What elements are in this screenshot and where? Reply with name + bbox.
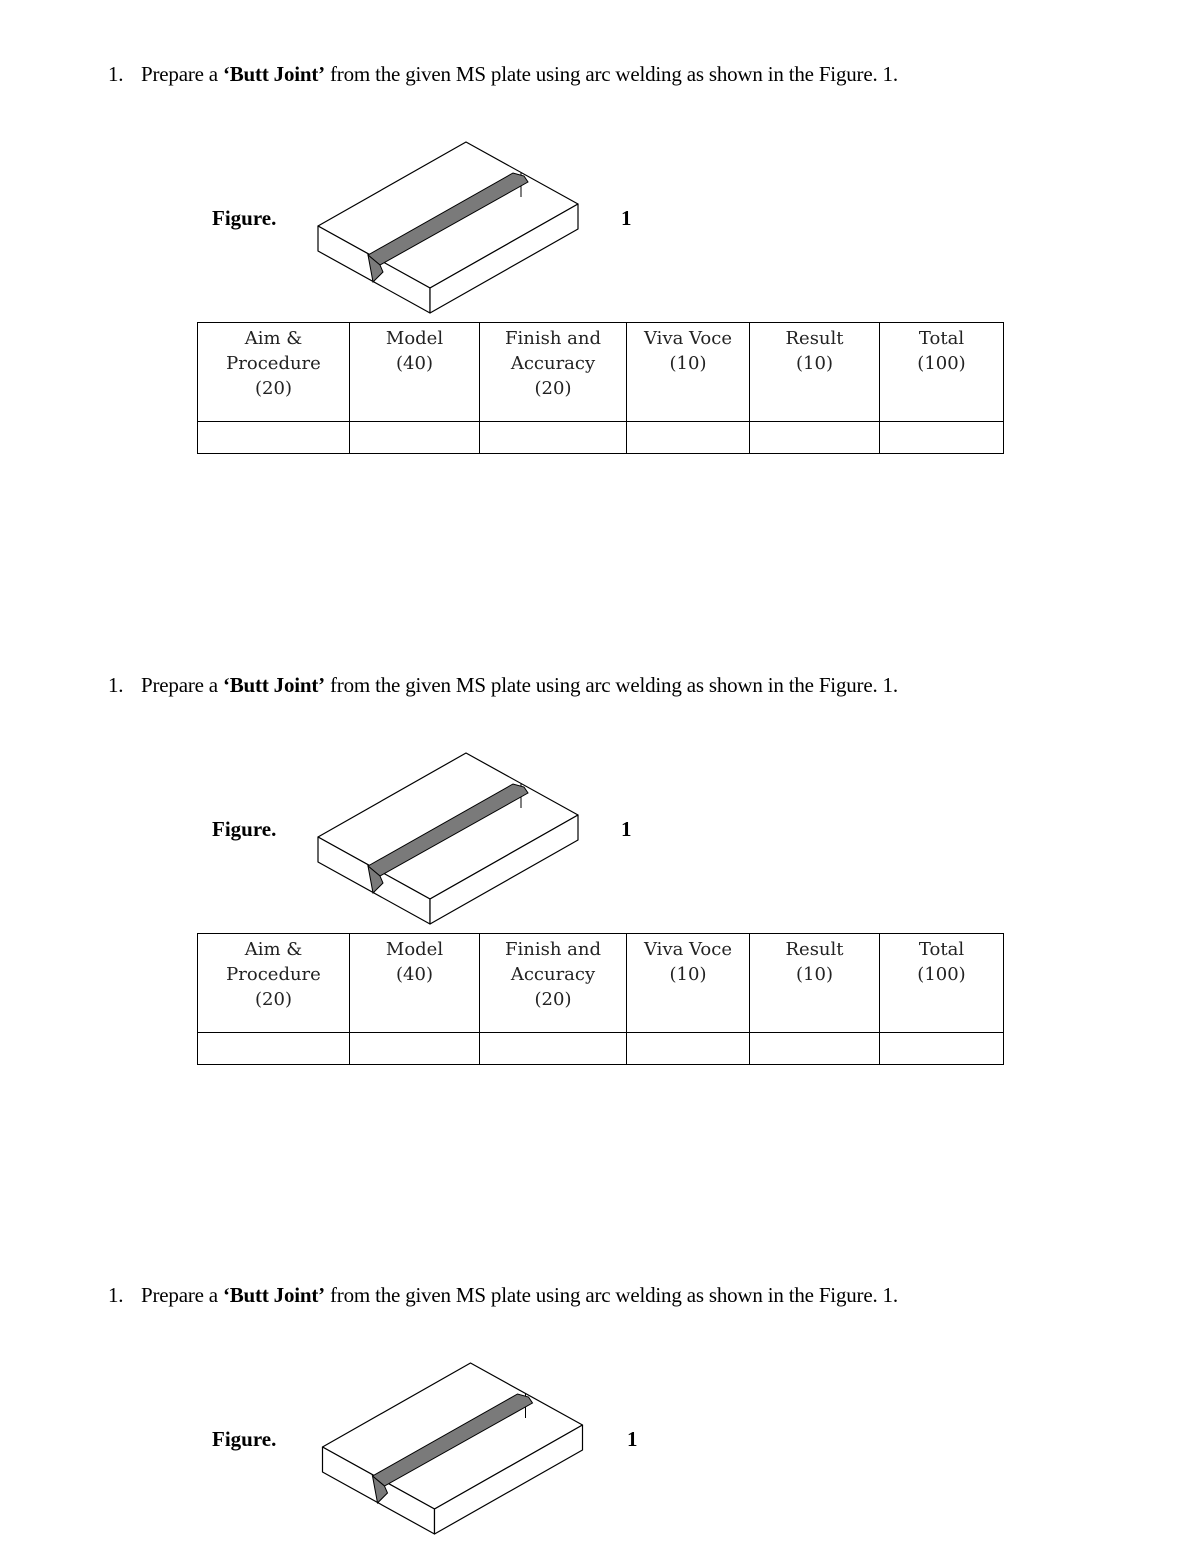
marks-cell	[480, 1033, 627, 1065]
figure-label: Figure.	[212, 206, 277, 230]
question-number: 1.	[108, 62, 124, 86]
table-header-row	[198, 934, 1004, 1033]
marks-cell	[880, 1033, 1004, 1065]
question-bold-term: ‘Butt Joint’	[222, 673, 325, 697]
marks-cell	[350, 422, 480, 454]
table-header-row	[198, 323, 1004, 422]
butt-joint-figure	[314, 1359, 594, 1539]
marks-cell	[480, 422, 627, 454]
header-aim-procedure: Aim & Procedure (20)	[198, 934, 350, 1033]
header-result: Result (10)	[750, 323, 880, 422]
marks-cell	[627, 1033, 750, 1065]
header-model: Model (40)	[350, 934, 480, 1033]
question-suffix: from the given MS plate using arc welding as shown in the Figure. 1.	[324, 673, 898, 697]
marks-cell	[750, 1033, 880, 1065]
header-aim-procedure: Aim & Procedure (20)	[198, 323, 350, 422]
marks-cell	[880, 422, 1004, 454]
header-finish-accuracy: Finish and Accuracy (20)	[480, 934, 627, 1033]
figure-number: 1	[621, 206, 632, 230]
butt-joint-figure	[312, 749, 587, 929]
question-suffix: from the given MS plate using arc welding as shown in the Figure. 1.	[324, 62, 898, 86]
butt-joint-figure	[312, 138, 587, 318]
header-total: Total (100)	[880, 934, 1004, 1033]
question-text	[108, 62, 898, 87]
header-viva-voce: Viva Voce (10)	[627, 323, 750, 422]
question-text	[108, 673, 898, 698]
header-result: Result (10)	[750, 934, 880, 1033]
question-prefix: Prepare a	[141, 1283, 223, 1307]
marks-cell	[198, 1033, 350, 1065]
figure-number: 1	[627, 1427, 638, 1451]
question-bold-term: ‘Butt Joint’	[222, 62, 325, 86]
header-model: Model (40)	[350, 323, 480, 422]
figure-number: 1	[621, 817, 632, 841]
question-text	[108, 1283, 898, 1308]
header-viva-voce: Viva Voce (10)	[627, 934, 750, 1033]
marks-cell	[350, 1033, 480, 1065]
question-prefix: Prepare a	[141, 673, 223, 697]
marks-entry-row	[198, 422, 1004, 454]
marks-cell	[627, 422, 750, 454]
question-number: 1.	[108, 1283, 124, 1307]
marks-cell	[198, 422, 350, 454]
marks-entry-row	[198, 1033, 1004, 1065]
marks-cell	[750, 422, 880, 454]
marks-table	[197, 933, 1004, 1065]
header-total: Total (100)	[880, 323, 1004, 422]
marks-table	[197, 322, 1004, 454]
question-prefix: Prepare a	[141, 62, 223, 86]
question-suffix: from the given MS plate using arc welding as shown in the Figure. 1.	[324, 1283, 898, 1307]
figure-label: Figure.	[212, 817, 277, 841]
question-number: 1.	[108, 673, 124, 697]
header-finish-accuracy: Finish and Accuracy (20)	[480, 323, 627, 422]
figure-label: Figure.	[212, 1427, 277, 1451]
question-bold-term: ‘Butt Joint’	[222, 1283, 325, 1307]
